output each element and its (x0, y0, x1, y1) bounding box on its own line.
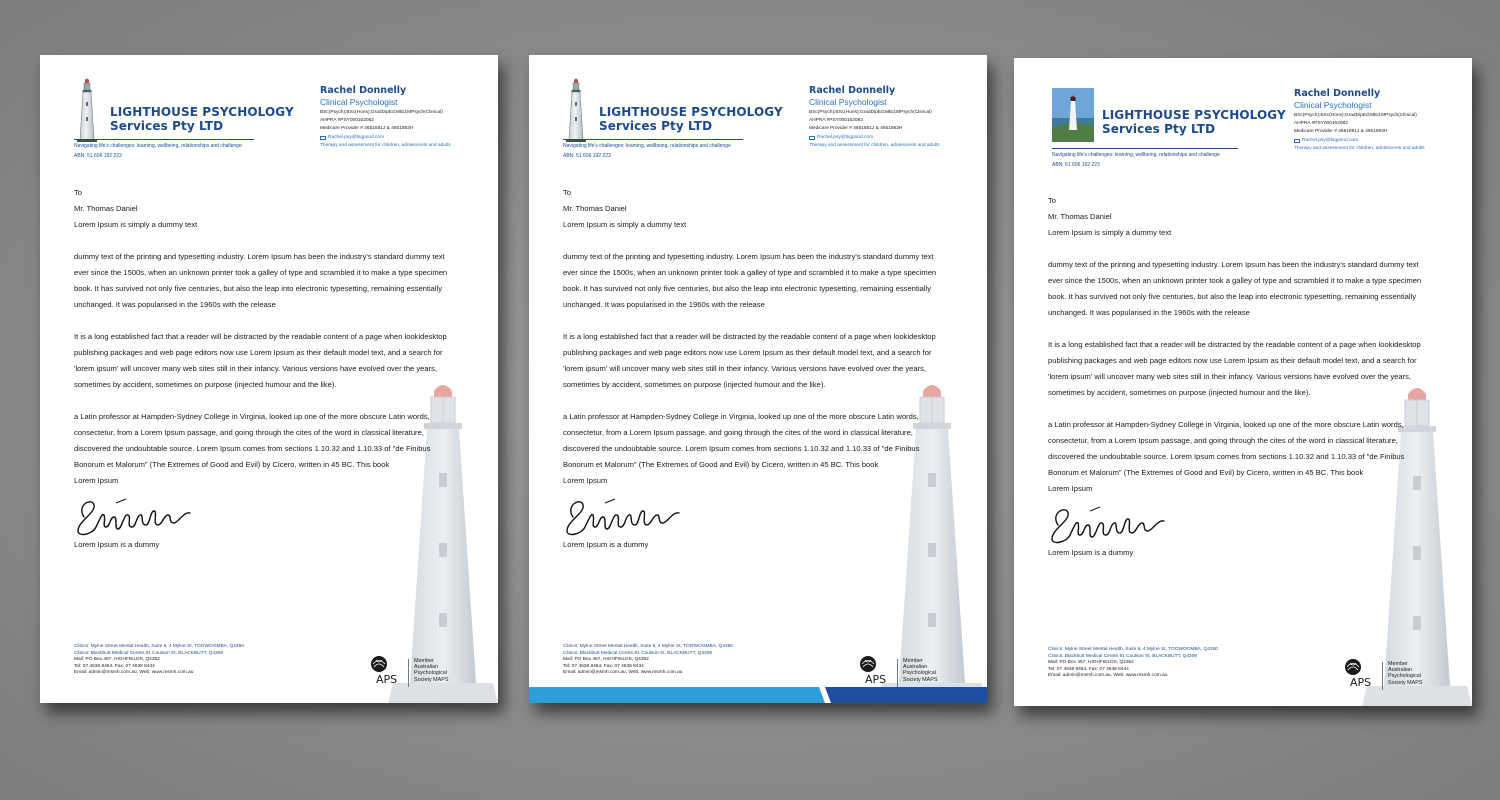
contact-name: Rachel Donnelly (320, 85, 407, 96)
contact-block (1294, 88, 1464, 151)
bottom-color-bar (529, 687, 987, 703)
tagline: Navigating life's challenges: learning, wellbeing, relationships and challenge (563, 143, 731, 149)
signature (563, 491, 683, 537)
letterhead-page-2 (529, 55, 987, 703)
aps-member-badge: APS Member Australian Psychological Society MAPS (1342, 658, 1452, 692)
company-name: LIGHTHOUSE PSYCHOLOGY Services Pty LTD (1102, 108, 1286, 136)
letterhead-page-1 (40, 55, 498, 703)
qualifications: BSc(Psych);BSc(Hons);GradDipEd;MEd;MPsych(Clinical) (320, 110, 443, 115)
to-label: To (563, 188, 572, 197)
subject: Lorem Ipsum is simply a dummy text (1048, 228, 1172, 237)
tagline: Navigating life's challenges: learning, wellbeing, relationships and challenge (1052, 152, 1220, 158)
paragraph-1: dummy text of the printing and typesetting industry. Lorem Ipsum has been the industry's standard dummy text ever since the 1500s, when an unknown printer took a galley of type and scrambled it to make a type specimen book. It has survived not only five centuries, but also the leap into electronic typesetting, remaining essentially unchanged. It was popularised in the 1960s with the release (74, 252, 448, 309)
paragraph-3: a Latin professor at Hampden-Sydney College in Virginia, looked up one of the more obscure Latin words, consectetur, from a Lorem Ipsum passage, and going through the cites of the word in classical literature, discovered the undoubtable source. Lorem Ipsum comes from sections 1.10.32 and 1.10.33 of "de Finibus Bonorum et Malorum" (The Extremes of Good and Evil) by Cicero, written in 45 BC. This book (563, 412, 920, 469)
contact-role: Clinical Psychologist (1294, 100, 1372, 110)
email[interactable]: Rachel.psy@bigpond.com (1294, 138, 1464, 143)
signoff: Lorem Ipsum is a dummy (563, 540, 649, 549)
recipient: Mr. Thomas Daniel (1048, 212, 1112, 221)
closing: Lorem Ipsum (563, 476, 608, 485)
contact-name: Rachel Donnelly (809, 85, 896, 96)
closing: Lorem Ipsum (1048, 484, 1093, 493)
paragraph-2: It is a long established fact that a reader will be distracted by the readable content of a page when lookidesktop publishing packages and web page editors now use Lorem Ipsum as their default model text, and a search for 'lorem ipsum' will uncover many web sites still in their infancy. Various versions have evolved over the years, sometimes by accident, sometimes on purpose (injected humour and the like). (563, 332, 936, 389)
signature (1048, 499, 1168, 545)
header-divider (1052, 148, 1238, 149)
therapy-line: Therapy and assessment for children, adolescents and adults (809, 143, 940, 148)
lighthouse-logo-icon (563, 77, 589, 142)
medicare: Medicare Provider # 4651881J & 4651883H (320, 126, 414, 131)
paragraph-3: a Latin professor at Hampden-Sydney College in Virginia, looked up one of the more obscure Latin words, consectetur, from a Lorem Ipsum passage, and going through the cites of the word in classical literature, discovered the undoubtable source. Lorem Ipsum comes from sections 1.10.32 and 1.10.33 of "de Finibus Bonorum et Malorum" (The Extremes of Good and Evil) by Cicero, written in 45 BC. This book (74, 412, 431, 469)
aps-logo-icon (368, 655, 390, 673)
aps-member-badge: APS Member Australian Psychological Society MAPS (368, 655, 478, 689)
paragraph-2: It is a long established fact that a reader will be distracted by the readable content of a page when lookidesktop publishing packages and web page editors now use Lorem Ipsum as their default model text, and a search for 'lorem ipsum' will uncover many web sites still in their infancy. Various versions have evolved over the years, sometimes by accident, sometimes on purpose (injected humour and the like). (1048, 340, 1421, 397)
email[interactable]: Rachel.psy@bigpond.com (809, 135, 979, 140)
letter-body (563, 185, 943, 553)
envelope-icon (1294, 139, 1300, 143)
letter-body (1048, 193, 1428, 561)
header-divider (563, 139, 743, 140)
signoff: Lorem Ipsum is a dummy (74, 540, 160, 549)
signoff: Lorem Ipsum is a dummy (1048, 548, 1134, 557)
paragraph-1: dummy text of the printing and typesetting industry. Lorem Ipsum has been the industry's standard dummy text ever since the 1500s, when an unknown printer took a galley of type and scrambled it to make a type specimen book. It has survived not only five centuries, but also the leap into electronic typesetting, remaining essentially unchanged. It was popularised in the 1960s with the release (563, 252, 937, 309)
subject: Lorem Ipsum is simply a dummy text (74, 220, 198, 229)
recipient: Mr. Thomas Daniel (563, 204, 627, 213)
company-name: LIGHTHOUSE PSYCHOLOGY Services Pty LTD (110, 105, 294, 133)
aps-member-badge: APS Member Australian Psychological Society MAPS (857, 655, 967, 689)
footer: Clinics: Mylne Street Mental Health, Suite 6, 4 Mylne St, TOOWOOMBA, Q4350 Clinics: Blackbutt Medical Centre,91 Coulson St, BLACKBUTT, Q4306 Mail: PO Box 467, HIGHFIELDS, Q4352 Tel: 07 4638 8464, Fax: 07 4638 8434 Email: admin@msmh.com.au, Web: www.msmh.com.au (1048, 647, 1218, 678)
to-label: To (74, 188, 83, 197)
medicare: Medicare Provider # 4651881J & 4651883H (1294, 129, 1388, 134)
footer: Clinics: Mylne Street Mental Health, Suite 6, 4 Mylne St, TOOWOOMBA, Q4350 Clinics: Blackbutt Medical Centre,91 Coulson St, BLACKBUTT, Q4306 Mail: PO Box 467, HIGHFIELDS, Q4352 Tel: 07 4638 8464, Fax: 07 4638 8434 Email: admin@msmh.com.au, Web: www.msmh.com.au (74, 644, 244, 675)
contact-name: Rachel Donnelly (1294, 88, 1381, 99)
closing: Lorem Ipsum (74, 476, 119, 485)
lighthouse-logo-icon (74, 77, 100, 142)
paragraph-2: It is a long established fact that a reader will be distracted by the readable content of a page when lookidesktop publishing packages and web page editors now use Lorem Ipsum as their default model text, and a search for 'lorem ipsum' will uncover many web sites still in their infancy. Various versions have evolved over the years, sometimes by accident, sometimes on purpose (injected humour and the like). (74, 332, 447, 389)
company-name: LIGHTHOUSE PSYCHOLOGY Services Pty LTD (599, 105, 783, 133)
footer: Clinics: Mylne Street Mental Health, Suite 6, 4 Mylne St, TOOWOOMBA, Q4350 Clinics: Blackbutt Medical Centre,91 Coulson St, BLACKBUTT, Q4306 Mail: PO Box 467, HIGHFIELDS, Q4352 Tel: 07 4638 8464, Fax: 07 4638 8434 Email: admin@msmh.com.au, Web: www.msmh.com.au (563, 644, 733, 675)
abn: ABN: 51 606 192 223 (563, 153, 611, 159)
contact-block (320, 85, 490, 148)
ahpra: AHPRA #PSY000162082 (320, 118, 374, 123)
contact-role: Clinical Psychologist (320, 97, 398, 107)
letterhead-page-3 (1014, 58, 1472, 706)
aps-logo-icon (1342, 658, 1364, 676)
ahpra: AHPRA #PSY000162082 (1294, 121, 1348, 126)
tagline: Navigating life's challenges: learning, wellbeing, relationships and challenge (74, 143, 242, 149)
recipient: Mr. Thomas Daniel (74, 204, 138, 213)
letter-body (74, 185, 454, 553)
qualifications: BSc(Psych);BSc(Hons);GradDipEd;MEd;MPsych(Clinical) (1294, 113, 1417, 118)
paragraph-3: a Latin professor at Hampden-Sydney College in Virginia, looked up one of the more obscure Latin words, consectetur, from a Lorem Ipsum passage, and going through the cites of the word in classical literature, discovered the undoubtable source. Lorem Ipsum comes from sections 1.10.32 and 1.10.33 of "de Finibus Bonorum et Malorum" (The Extremes of Good and Evil) by Cicero, written in 45 BC. This book (1048, 420, 1405, 477)
contact-block (809, 85, 979, 148)
therapy-line: Therapy and assessment for children, adolescents and adults (1294, 146, 1425, 151)
to-label: To (1048, 196, 1057, 205)
contact-role: Clinical Psychologist (809, 97, 887, 107)
lighthouse-photo-icon (1052, 88, 1094, 142)
envelope-icon (809, 136, 815, 140)
paragraph-1: dummy text of the printing and typesetting industry. Lorem Ipsum has been the industry's standard dummy text ever since the 1500s, when an unknown printer took a galley of type and scrambled it to make a type specimen book. It has survived not only five centuries, but also the leap into electronic typesetting, remaining essentially unchanged. It was popularised in the 1960s with the release (1048, 260, 1422, 317)
abn: ABN: 51 606 192 223 (74, 153, 122, 159)
medicare: Medicare Provider # 4651881J & 4651883H (809, 126, 903, 131)
envelope-icon (320, 136, 326, 140)
abn: ABN: 51 606 192 223 (1052, 162, 1100, 168)
signature (74, 491, 194, 537)
therapy-line: Therapy and assessment for children, adolescents and adults (320, 143, 451, 148)
ahpra: AHPRA #PSY000162082 (809, 118, 863, 123)
header-divider (74, 139, 254, 140)
aps-logo-icon (857, 655, 879, 673)
qualifications: BSc(Psych);BSc(Hons);GradDipEd;MEd;MPsych(Clinical) (809, 110, 932, 115)
subject: Lorem Ipsum is simply a dummy text (563, 220, 687, 229)
email[interactable]: Rachel.psy@bigpond.com (320, 135, 490, 140)
